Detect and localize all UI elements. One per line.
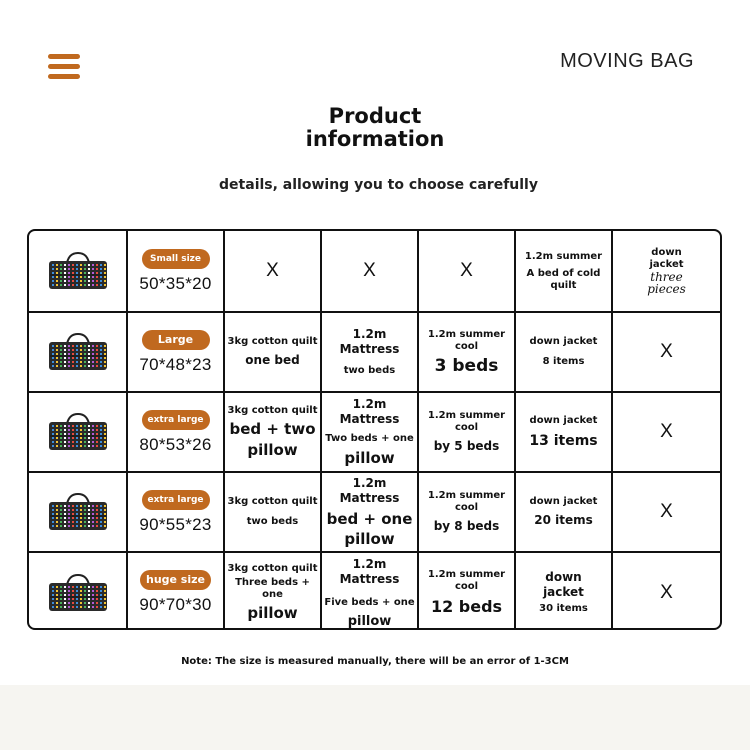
- capacity-label: 1.2m summer cool: [427, 569, 506, 592]
- capacity-label: 1.2m Mattress: [339, 327, 400, 356]
- summer-quilt-cell: [419, 393, 516, 473]
- capacity-value: 30 items: [539, 603, 588, 614]
- bag-image: [47, 492, 109, 532]
- menu-icon[interactable]: [48, 54, 80, 79]
- handwritten-note: pieces: [647, 282, 686, 296]
- quilt-cell: [225, 553, 322, 630]
- capacity-label: down jacket: [529, 496, 598, 507]
- capacity-label: 1.2m summer cool: [427, 328, 506, 352]
- capacity-value: pillow: [247, 441, 298, 459]
- capacity-label: 1.2m Mattress: [339, 556, 400, 586]
- capacity-value: by 5 beds: [433, 439, 500, 453]
- product-size-table: [27, 229, 722, 630]
- not-applicable-mark: X: [660, 421, 673, 442]
- bag-image: [47, 332, 109, 372]
- capacity-value: one bed: [245, 353, 300, 367]
- summer-quilt-cell: [419, 473, 516, 553]
- size-dimensions: 90*55*23: [139, 514, 212, 534]
- capacity-label: 1.2m summer cool: [427, 410, 506, 433]
- capacity-value: pillow: [247, 604, 298, 622]
- not-applicable-mark: X: [660, 341, 673, 362]
- not-applicable-mark: X: [660, 501, 673, 522]
- capacity-value: Three beds + one: [235, 577, 310, 600]
- page-subtitle: details, allowing you to choose carefully: [219, 177, 538, 193]
- capacity-value: 8 items: [542, 356, 585, 367]
- not-applicable-mark: X: [266, 260, 279, 281]
- capacity-value: pillow: [347, 613, 392, 629]
- capacity-label: 3kg cotton quilt: [227, 563, 318, 574]
- capacity-label: 3kg cotton quilt: [227, 496, 318, 507]
- size-badge: huge size: [140, 570, 211, 590]
- capacity-cell: [516, 313, 613, 393]
- bag-image: [47, 251, 109, 291]
- quilt-cell: [225, 231, 322, 313]
- capacity-cell: [516, 393, 613, 473]
- size-dimensions: 70*48*23: [139, 354, 212, 374]
- capacity-label: down: [651, 247, 682, 258]
- bag-image: [47, 412, 109, 452]
- summer-quilt-cell: [419, 313, 516, 393]
- capacity-label: 1.2m Mattress: [339, 397, 400, 426]
- size-note: Note: The size is measured manually, there will be an error of 1-3CM: [181, 656, 569, 667]
- capacity-label: 1.2m Mattress: [339, 476, 400, 505]
- size-dimensions: 90*70*30: [139, 595, 212, 614]
- capacity-value: 12 beds: [430, 597, 503, 616]
- jacket-cell: [613, 553, 720, 630]
- capacity-value: bed + one: [326, 510, 413, 528]
- not-applicable-mark: X: [460, 260, 473, 281]
- handwritten-note: three: [650, 270, 683, 284]
- capacity-value: bed + two: [229, 420, 316, 438]
- capacity-label: down jacket: [529, 414, 598, 426]
- capacity-label: down jacket: [529, 336, 598, 347]
- size-badge: extra large: [142, 410, 210, 430]
- summer-quilt-cell: [419, 231, 516, 313]
- jacket-cell: [613, 393, 720, 473]
- capacity-value: 3 beds: [434, 355, 499, 376]
- bag-image-cell: [29, 313, 128, 393]
- bag-image-cell: [29, 553, 128, 630]
- summer-quilt-cell: [419, 553, 516, 630]
- capacity-label: 1.2m summer cool: [427, 490, 506, 513]
- brand-name: MOVING BAG: [560, 50, 694, 72]
- capacity-value: A bed of cold quilt: [526, 267, 601, 291]
- not-applicable-mark: X: [363, 260, 376, 281]
- mattress-cell: [322, 473, 419, 553]
- size-cell: [128, 473, 225, 553]
- capacity-label: 3kg cotton quilt: [227, 405, 318, 416]
- capacity-value: 13 items: [529, 432, 598, 449]
- mattress-cell: [322, 313, 419, 393]
- size-cell: [128, 313, 225, 393]
- bag-image: [47, 573, 109, 613]
- jacket-cell: [613, 231, 720, 313]
- capacity-value: 20 items: [534, 513, 593, 527]
- mattress-cell: [322, 553, 419, 630]
- size-cell: [128, 231, 225, 313]
- size-badge: Small size: [142, 249, 210, 269]
- capacity-label: jacket: [649, 259, 684, 270]
- capacity-label: 3kg cotton quilt: [227, 336, 318, 347]
- size-badge: extra large: [142, 490, 210, 510]
- capacity-value: Five beds + one: [324, 596, 415, 608]
- bag-image-cell: [29, 393, 128, 473]
- mattress-cell: [322, 393, 419, 473]
- footer-band: [0, 685, 750, 750]
- capacity-value: Two beds + one: [325, 433, 414, 444]
- capacity-value: by 8 beds: [433, 519, 500, 533]
- jacket-cell: [613, 473, 720, 553]
- size-cell: [128, 553, 225, 630]
- bag-image-cell: [29, 473, 128, 553]
- quilt-cell: [225, 473, 322, 553]
- capacity-value: pillow: [344, 449, 395, 467]
- capacity-value: two beds: [343, 365, 396, 376]
- quilt-cell: [225, 393, 322, 473]
- mattress-cell: [322, 231, 419, 313]
- capacity-value: two beds: [246, 516, 299, 527]
- not-applicable-mark: X: [660, 581, 673, 603]
- size-dimensions: 50*35*20: [139, 273, 212, 293]
- bag-image-cell: [29, 231, 128, 313]
- capacity-value: pillow: [344, 530, 395, 548]
- capacity-label: down jacket: [543, 570, 584, 599]
- capacity-cell: [516, 553, 613, 630]
- quilt-cell: [225, 313, 322, 393]
- capacity-cell: [516, 473, 613, 553]
- page-title: Product information: [305, 104, 445, 151]
- jacket-cell: [613, 313, 720, 393]
- capacity-label: 1.2m summer: [524, 250, 603, 262]
- capacity-cell: [516, 231, 613, 313]
- size-cell: [128, 393, 225, 473]
- size-badge: Large: [142, 330, 210, 350]
- size-dimensions: 80*53*26: [139, 434, 212, 454]
